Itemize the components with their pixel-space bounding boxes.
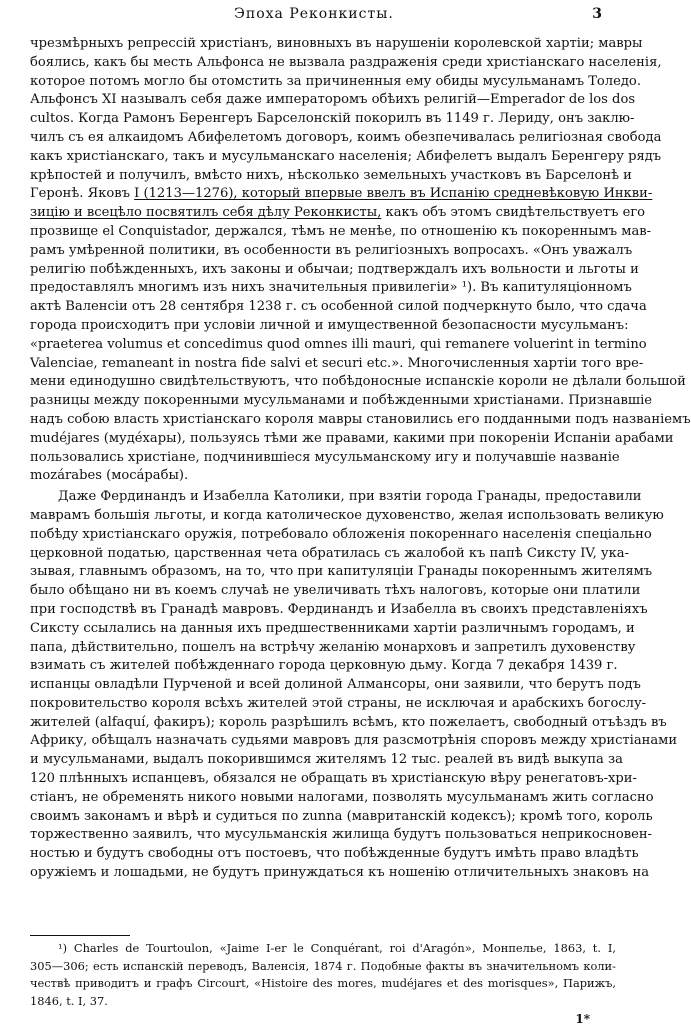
text-line: рамъ умѣренной политики, въ особенности въ религіозныхъ вопросахъ. «Онъ уважалъ	[30, 242, 633, 258]
footnote-divider	[30, 935, 130, 936]
text-line: mozárabes (мосáрабы).	[30, 468, 189, 484]
text-line: Сиксту ссылались на данныя ихъ предшественниками хартіи различнымъ городамъ, и	[30, 620, 635, 636]
underlined-passage: зицію и всецѣло посвятилъ себя дѣлу Реконкисты,	[30, 205, 382, 221]
text-line: Альфонсъ XI называлъ себя даже императоромъ обѣихъ религій—Emperador de los dos	[30, 92, 636, 108]
footnotes	[30, 940, 616, 1010]
text-line: актѣ Валенсіи отъ 28 сентября 1238 г. съ особенной силой подчеркнуто было, что сдача	[30, 299, 647, 315]
text-line: оружіемъ и лошадьми, не будутъ принуждаться къ ношенію отличительныхъ знаковъ на	[30, 865, 650, 881]
text-line: религію побѣжденныхъ, ихъ законы и обычаи; подтверждалъ ихъ вольности и льготы и	[30, 261, 639, 277]
underlined-passage: I (1213—1276), который впервые ввелъ въ Испанію средневѣковую Инкви-	[134, 186, 653, 202]
text-line: Африку, обѣщалъ назначать судьями мавровъ для разсмотрѣнія споровъ между христіанами	[30, 733, 678, 749]
text-line: жителей (alfaquí, факиръ); король разрѣшилъ всѣмъ, кто пожелаетъ, свободный отъѣздъ въ	[30, 714, 667, 730]
text-line: мени единодушно свидѣтельствуютъ, что побѣдоносные испанскіе короли не дѣлали большой	[30, 374, 686, 390]
text-line: покровительство короля всѣхъ жителей этой страны, не исключая и арабскихъ богослу-	[30, 695, 647, 711]
text-line: стіанъ, не обременять никого новыми налогами, позволять мусульманамъ жить согласно	[30, 789, 654, 805]
text-line: прозвище el Conquistador, держался, тѣмъ не менѣе, по отношенію къ покореннымъ мав-	[30, 223, 652, 239]
text-line: предоставлялъ многимъ изъ нихъ значительныя привилегіи» ¹). Въ капитуляціонномъ	[30, 280, 632, 296]
text-line-underlined	[30, 204, 646, 223]
text-line: города происходитъ при условіи личной и имущественной безопасности мусульманъ:	[30, 317, 629, 333]
text-line: побѣду христіанскаго оружія, потребовало обложенія покореннаго населенія спеціально	[30, 526, 652, 542]
footnote-line: ¹) Charles de Tourtoulon, «Jaime I-er le Conquérant, roi d'Aragón», Монпелье, 1863, t. I,	[58, 941, 616, 955]
footnote-line: 1846, t. I, 37.	[30, 993, 108, 1008]
text-line: церковной податью, царственная чета обратилась съ жалобой къ папѣ Сиксту IV, ука-	[30, 545, 630, 561]
text-line: крѣпостей и получилъ, вмѣсто нихъ, нѣсколько земельныхъ участковъ въ Барселонѣ и	[30, 167, 632, 183]
text-line: которое потомъ могло бы отомстить за причиненныя ему обиды мусульманамъ Толедо.	[30, 73, 641, 89]
text-line: 120 плѣнныхъ испанцевъ, обязался не обращать въ христіанскую вѣру ренегатовъ-хри-	[30, 771, 637, 787]
text-line: Даже Фердинандъ и Изабелла Католики, при взятіи города Гранады, предоставили	[58, 489, 642, 505]
text-line: Valenciae, remaneant in nostra fide salvi et securi etc.». Многочисленныя хартіи того вре-	[30, 355, 644, 371]
text-line: взимать съ жителей побѣжденнаго города церковную дьму. Когда 7 декабря 1439 г.	[30, 658, 618, 674]
text-line: пользовались христіане, подчинившіеся мусульманскому игу и получавшіе названіе	[30, 449, 620, 465]
header-title: Эпоха Реконкисты.	[234, 6, 394, 22]
text-line: чрезмѣрныхъ репрессій христіанъ, виновныхъ въ нарушеніи королевской хартіи; мавры	[30, 36, 643, 51]
text-line: какъ христіанскаго, такъ и мусульманскаго населенія; Абифелетъ выдалъ Беренгеру рядъ	[30, 148, 662, 164]
text-line: cultos. Когда Рамонъ Беренгеръ Барселонскій покорилъ въ 1149 г. Лериду, онъ заклю-	[30, 111, 635, 127]
text-line: чилъ съ ея алкаидомъ Абифелетомъ договоръ, коимъ обезпечивалась религіозная свобода	[30, 129, 662, 145]
text-line: зывая, главнымъ образомъ, на то, что при капитуляціи Гранады покореннымъ жителямъ	[30, 564, 653, 580]
text-line: ностью и будутъ свободны отъ постоевъ, что побѣжденные будутъ имѣть право владѣть	[30, 846, 639, 862]
text-line: при господствѣ въ Гранадѣ мавровъ. Фердинандъ и Изабелла въ своихъ представленіяхъ	[30, 601, 648, 617]
text-line: и мусульманами, выдалъ покорившимся жителямъ 12 тыс. реалей въ видѣ выкупа за	[30, 752, 623, 768]
footnote-line: чествѣ приводитъ и графъ Circourt, «Histoire des mores, mudéjares et des morisques», Парижъ,	[30, 976, 616, 990]
running-header	[0, 6, 628, 26]
signature-mark: 1*	[575, 1012, 590, 1026]
text-line: торжественно заявилъ, что мусульманскія жилища будутъ пользоваться неприкосновен-	[30, 827, 652, 843]
text-line: испанцы овладѣли Пурченой и всей долиной Алмансоры, они заявили, что берутъ подъ	[30, 677, 641, 693]
text-line: mudéjares (мудéхары), пользуясь тѣми же правами, какими при покореніи Испаніи арабами	[30, 430, 674, 446]
text-line: своимъ законамъ и вѣрѣ и судиться по zunna (мавританскій кодексъ); кромѣ того, король	[30, 808, 653, 824]
main-text	[30, 35, 691, 883]
text-line: надъ собою власть христіанскаго короля мавры становились его подданными подъ названіемъ	[30, 411, 691, 427]
footnote-line: 305—306; есть испанскій переводъ, Валенсія, 1874 г. Подобные факты въ значительномъ коли-	[30, 958, 616, 973]
text-line: маврамъ большія льготы, и когда католическое духовенство, желая использовать великую	[30, 507, 664, 523]
text-line: папа, дѣйствительно, пошелъ на встрѣчу желанію монарховъ и запретилъ духовенству	[30, 639, 636, 655]
page-number: 3	[592, 6, 602, 22]
text-line: было обѣщано ни въ коемъ случаѣ не увеличивать тѣхъ налоговъ, которые они платили	[30, 583, 641, 599]
text-line: боялись, какъ бы месть Альфонса не вызвала раздраженія среди христіанскаго населенія,	[30, 54, 662, 70]
text-line: разницы между покоренными мусульманами и побѣжденными христіанами. Признавшіе	[30, 393, 653, 409]
line-suffix: какъ объ этомъ свидѣтельствуетъ его	[381, 205, 646, 221]
text-line-underlined	[30, 185, 653, 204]
text-line: «praeterea volumus et concedimus quod omnes illi mauri, qui remanere voluerint in termino	[30, 336, 647, 352]
line-prefix: Геронѣ. Яковъ	[30, 186, 135, 202]
